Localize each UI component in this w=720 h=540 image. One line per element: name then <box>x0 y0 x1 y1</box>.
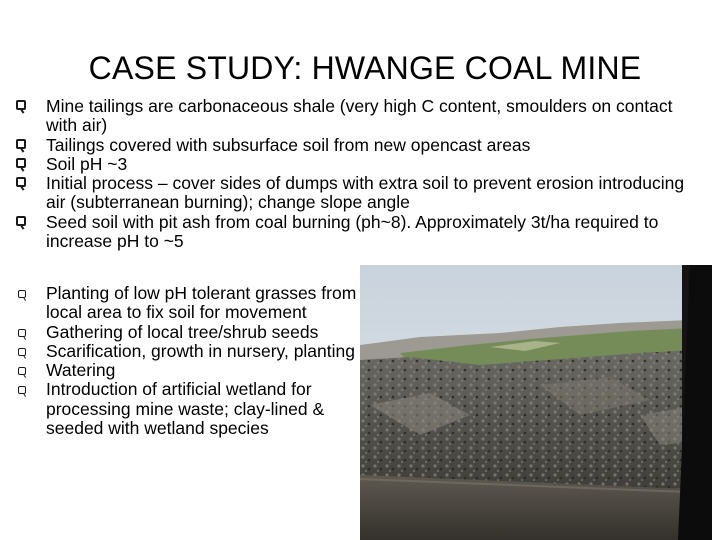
slide-title: CASE STUDY: HWANGE COAL MINE <box>88 50 642 86</box>
bullet-text: Mine tailings are carbonaceous shale (very high C content, smoulders on contact with air) <box>46 96 673 136</box>
bullet-item <box>16 213 706 252</box>
bullet-item <box>16 155 706 174</box>
bullet-text: Gathering of local tree/shrub seeds <box>46 321 319 342</box>
coal-mine-photo <box>360 265 712 540</box>
bullet-item <box>16 97 706 136</box>
bullet-item <box>16 174 706 213</box>
bullet-text: Introduction of artificial wetland for processing mine waste; clay-lined & seeded with wetland species <box>46 379 325 439</box>
bullet-icon <box>16 100 26 110</box>
coal-dump-image <box>360 265 712 540</box>
bullet-item <box>16 323 361 342</box>
bullet-item <box>16 361 361 380</box>
bullet-icon <box>18 329 26 337</box>
bullet-icon <box>16 177 26 187</box>
bullet-text: Planting of low pH tolerant grasses from local area to fix soil for movement <box>46 283 357 323</box>
bullet-item <box>16 342 361 361</box>
bullet-icon <box>18 386 26 394</box>
bullet-item <box>16 136 706 155</box>
bullet-icon <box>16 139 26 149</box>
bullet-text: Initial process – cover sides of dumps with extra soil to prevent erosion introducing air (subterranean burning); change slope angle <box>46 173 685 213</box>
top-bullet-list <box>16 97 706 251</box>
bullet-item <box>16 380 361 438</box>
bullet-item <box>16 284 361 323</box>
bullet-text: Seed soil with pit ash from coal burning (ph~8). Approximately 3t/ha required to increase pH to ~5 <box>46 211 659 252</box>
bottom-bullet-list <box>16 284 361 438</box>
bullet-icon <box>16 158 26 168</box>
bullet-text: Soil pH ~3 <box>46 153 128 174</box>
bullet-icon <box>18 348 26 356</box>
bullet-text: Scarification, growth in nursery, planting <box>46 340 355 361</box>
bullet-icon <box>16 216 26 226</box>
bullet-text: Tailings covered with subsurface soil from new opencast areas <box>46 134 531 155</box>
bullet-icon <box>18 290 26 298</box>
bullet-icon <box>18 367 26 375</box>
bullet-text: Watering <box>46 360 116 381</box>
